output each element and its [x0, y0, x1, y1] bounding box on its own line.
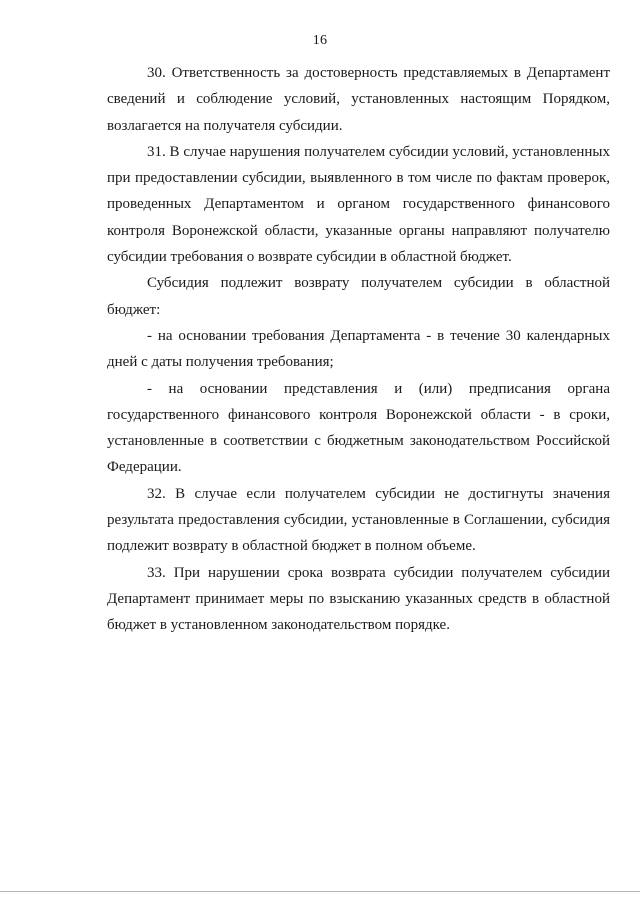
- paragraph-32: 32. В случае если получателем субсидии не достигнуты значения результата предоставления субсидии, установленные в Соглашении, субсидия подлежит возврату в областной бюджет в полном объеме.: [107, 485, 610, 555]
- paragraph-30: 30. Ответственность за достоверность представляемых в Департамент сведений и соблюдение условий, установленных настоящим Порядком, возлагается на получателя субсидии.: [107, 65, 610, 134]
- list-item-department-demand: - на основании требования Департамента - в течение 30 календарных дней с даты получения требования;: [107, 327, 610, 371]
- paragraph-refund-intro: Субсидия подлежит возврату получателем субсидии в областной бюджет:: [107, 275, 610, 318]
- scan-edge-line: [0, 891, 640, 892]
- list-item-financial-control: - на основании представления и (или) предписания органа государственного финансового контроля Воронежской области - в сроки, установленные в соответствии с бюджетным законодательством Российской Федерации.: [107, 380, 610, 476]
- paragraph-31: 31. В случае нарушения получателем субсидии условий, установленных при предоставлении субсидии, выявленного в том числе по фактам проверок, проведенных Департаментом и органом государственного финансового контроля Воронежской области, указанные органы направляют получателю субсидии требования о возврате субсидии в областной бюджет.: [107, 143, 610, 266]
- document-body: [107, 60, 610, 639]
- paragraph-33: 33. При нарушении срока возврата субсидии получателем субсидии Департамент принимает меры по взысканию указанных средств в областной бюджет в установленном законодательством порядке.: [107, 564, 610, 634]
- page-number: 16: [312, 33, 328, 48]
